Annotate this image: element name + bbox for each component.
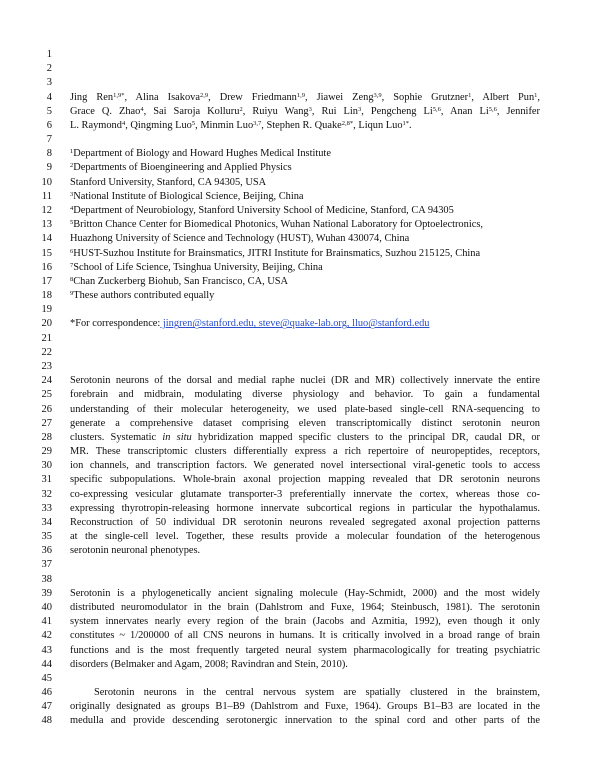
line-row	[0, 517, 600, 529]
line-number: 26	[41, 403, 52, 415]
line-number: 2	[46, 63, 52, 75]
line-number: 24	[41, 375, 52, 387]
line-number: 9	[46, 162, 52, 174]
introduction-line: disorders (Belmaker and Agam, 2008; Ravindran and Stein, 2010).	[70, 658, 348, 670]
line-number: 37	[41, 559, 52, 571]
line-row	[0, 460, 600, 472]
line-row	[0, 361, 600, 373]
line-row	[0, 375, 600, 387]
line-number: 6	[46, 119, 52, 131]
correspondence-label: *For correspondence:	[70, 318, 161, 330]
line-number: 42	[41, 630, 52, 642]
line-row	[0, 262, 600, 274]
author-line-1: Jing Ren$^{1,9*}$, Alina Isakova$^{2,9}$, Drew Friedmann$^{1,9}$, Jiawei Zeng$^{3,9}$, Sophie Grutzner$^1$, Albert Pun$^1$,	[70, 91, 540, 103]
line-number: 45	[41, 672, 52, 684]
line-row	[0, 290, 600, 302]
introduction-line: Serotonin is a phylogenetically ancient signaling molecule (Hay-Schmidt, 2000) and the most widely	[70, 587, 540, 599]
line-row	[0, 347, 600, 359]
line-row	[0, 318, 600, 330]
line-row	[0, 120, 600, 132]
affiliation-line: $^4$Department of Neurobiology, Stanford University School of Medicine, Stanford, CA 94305	[70, 204, 454, 216]
line-row	[0, 276, 600, 288]
line-row	[0, 177, 600, 189]
abstract-line: understanding of their molecular heterogeneity, we used plate-based single-cell RNA-sequencing to	[70, 403, 540, 415]
line-number: 23	[41, 360, 52, 372]
line-row	[0, 630, 600, 642]
line-row	[0, 404, 600, 416]
author-line-3: L. Raymond$^4$, Qingming Luo$^5$, Minmin Luo$^{3,7}$, Stephen R. Quake$^{2,8*}$, Liqun Luo$^{1*}$.	[70, 119, 412, 131]
line-number: 19	[41, 304, 52, 316]
line-row	[0, 191, 600, 203]
line-row	[0, 659, 600, 671]
line-number: 11	[41, 190, 52, 202]
introduction-line: medulla and provide descending serotonergic innervation to the spinal cord and other parts of the	[70, 715, 540, 727]
line-number: 48	[41, 715, 52, 727]
affiliation-line: $^9$These authors contributed equally	[70, 290, 215, 302]
line-row	[0, 162, 600, 174]
line-row	[0, 134, 600, 146]
line-number: 13	[41, 219, 52, 231]
line-number: 34	[41, 516, 52, 528]
line-number: 7	[46, 134, 52, 146]
line-row	[0, 673, 600, 685]
line-number: 46	[41, 687, 52, 699]
line-row	[0, 715, 600, 727]
affiliation-line: Huazhong University of Science and Technology (HUST), Wuhan 430074, China	[70, 233, 410, 245]
line-number: 1	[46, 49, 52, 60]
abstract-line: co-expressing vesicular glutamate transporter-3 preferentially innervate the cortex, whereas those co-	[70, 488, 540, 500]
line-number: 5	[46, 105, 52, 117]
line-number: 17	[41, 275, 52, 287]
author-line-2: Grace Q. Zhao$^4$, Sai Saroja Kolluru$^2$, Ruiyu Wang$^3$, Rui Lin$^3$, Pengcheng Li$^{5,6}$, Anan Li$^{5,6}$, Jennifer	[70, 105, 540, 117]
line-row	[0, 106, 600, 118]
abstract-line: generate a comprehensive dataset comprising eleven transcriptomically distinct serotonin neuron	[70, 417, 540, 429]
line-number: 43	[41, 644, 52, 656]
line-row	[0, 531, 600, 543]
line-row	[0, 63, 600, 75]
introduction-line: originally designated as groups B1–B9 (Dahlstrom and Fuxe, 1964). Groups B1–B3 are located in the	[70, 701, 540, 713]
abstract-line: clusters. Systematic in situ hybridization mapped specific clusters to the principal DR, caudal DR, or	[70, 431, 540, 443]
line-number: 31	[41, 474, 52, 486]
line-number: 32	[41, 488, 52, 500]
line-number: 25	[41, 389, 52, 401]
line-number: 12	[41, 204, 52, 216]
line-row	[0, 574, 600, 586]
line-row	[0, 588, 600, 600]
introduction-line: functions and is the most frequently targeted neural system pharmacologically for treating psychiatric	[70, 644, 540, 656]
line-row	[0, 418, 600, 430]
line-number: 14	[41, 233, 52, 245]
affiliation-line: $^7$School of Life Science, Tsinghua University, Beijing, China	[70, 261, 323, 273]
line-row	[0, 92, 600, 104]
abstract-line: expressing thyrotropin-releasing hormone innervate subcortical regions in particular the hypothalamus.	[70, 502, 540, 514]
line-number: 22	[41, 346, 52, 358]
line-row	[0, 77, 600, 89]
line-number: 10	[41, 176, 52, 188]
abstract-line: specific subpopulations. Whole-brain axonal projection mapping revealed that DR serotonin neurons	[70, 474, 540, 486]
line-row	[0, 701, 600, 713]
line-row	[0, 616, 600, 628]
line-row	[0, 489, 600, 501]
line-number: 20	[41, 318, 52, 330]
line-number: 35	[41, 531, 52, 543]
line-number: 3	[46, 77, 52, 89]
line-number: 15	[41, 247, 52, 259]
line-row	[0, 446, 600, 458]
line-number: 27	[41, 417, 52, 429]
line-row	[0, 645, 600, 657]
line-number: 8	[46, 148, 52, 160]
line-row	[0, 389, 600, 401]
line-number: 47	[41, 701, 52, 713]
line-number: 28	[41, 431, 52, 443]
line-number: 38	[41, 573, 52, 585]
abstract-line: serotonin neuronal phenotypes.	[70, 545, 201, 557]
line-row	[0, 333, 600, 345]
line-row	[0, 148, 600, 160]
line-number: 41	[41, 616, 52, 628]
line-row	[0, 432, 600, 444]
line-number: 44	[41, 658, 52, 670]
introduction-line: distributed neuromodulator in the brain (Dahlstrom and Fuxe, 1964; Steinbusch, 1981). The serotonin	[70, 602, 540, 614]
line-row	[0, 49, 600, 61]
line-row	[0, 205, 600, 217]
line-row	[0, 233, 600, 245]
line-row	[0, 304, 600, 316]
abstract-line: Reconstruction of 50 individual DR serotonin neurons revealed segregated axonal projection patterns	[70, 516, 540, 528]
line-number: 39	[41, 587, 52, 599]
affiliation-line: $^8$Chan Zuckerberg Biohub, San Francisco, CA, USA	[70, 275, 289, 287]
line-number: 29	[41, 446, 52, 458]
line-number: 30	[41, 460, 52, 472]
affiliation-line: $^6$HUST-Suzhou Institute for Brainsmatics, JITRI Institute for Brainsmatics, Suzhou 215125, China	[70, 247, 481, 259]
affiliation-line: Stanford University, Stanford, CA 94305, USA	[70, 176, 267, 188]
line-number: 33	[41, 502, 52, 514]
introduction-line: constitutes ~ 1/200000 of all CNS neurons in humans. It is critically involved in a broad range of brain	[70, 630, 540, 642]
line-number: 4	[46, 91, 52, 103]
abstract-line: MR. These transcriptomic clusters differentially express a rich repertoire of neuropeptides, receptors,	[70, 446, 540, 458]
affiliation-line: $^5$Britton Chance Center for Biomedical Photonics, Wuhan National Laboratory for Optoelectronics,	[70, 219, 483, 231]
line-row	[0, 219, 600, 231]
line-number: 21	[41, 332, 52, 344]
affiliation-line: $^2$Departments of Bioengineering and Applied Physics	[70, 162, 292, 174]
line-number: 36	[41, 545, 52, 557]
line-row	[0, 248, 600, 260]
abstract-line: Serotonin neurons of the dorsal and medial raphe nuclei (DR and MR) collectively innervate the entire	[70, 375, 540, 387]
introduction-line: system innervates nearly every region of the brain (Jacobs and Azmitia, 1992), even though it only	[70, 616, 540, 628]
line-number: 40	[41, 602, 52, 614]
abstract-line: forebrain and midbrain, modulating diverse physiology and behavior. To gain a fundamental	[70, 389, 540, 401]
introduction-line: Serotonin neurons in the central nervous system are spatially clustered in the brainstem,	[94, 687, 540, 699]
line-row	[0, 545, 600, 557]
line-row	[0, 687, 600, 699]
line-number: 16	[41, 261, 52, 273]
line-row	[0, 559, 600, 571]
correspondence-line	[70, 318, 540, 330]
affiliation-line: $^3$National Institute of Biological Science, Beijing, China	[70, 190, 304, 202]
line-row	[0, 503, 600, 515]
line-row	[0, 602, 600, 614]
abstract-line: ion channels, and transcription factors. We generated novel intersectional viral-genetic tools to access	[70, 460, 540, 472]
abstract-line: at the single-cell level. Together, these results provide a molecular foundation of the heterogenous	[70, 531, 540, 543]
correspondence-emails[interactable]: jingren@stanford.edu, steve@quake-lab.org, lluo@stanford.edu	[160, 318, 430, 330]
affiliation-line: $^1$Department of Biology and Howard Hughes Medical Institute	[70, 148, 331, 160]
line-number: 18	[41, 290, 52, 302]
line-row	[0, 474, 600, 486]
